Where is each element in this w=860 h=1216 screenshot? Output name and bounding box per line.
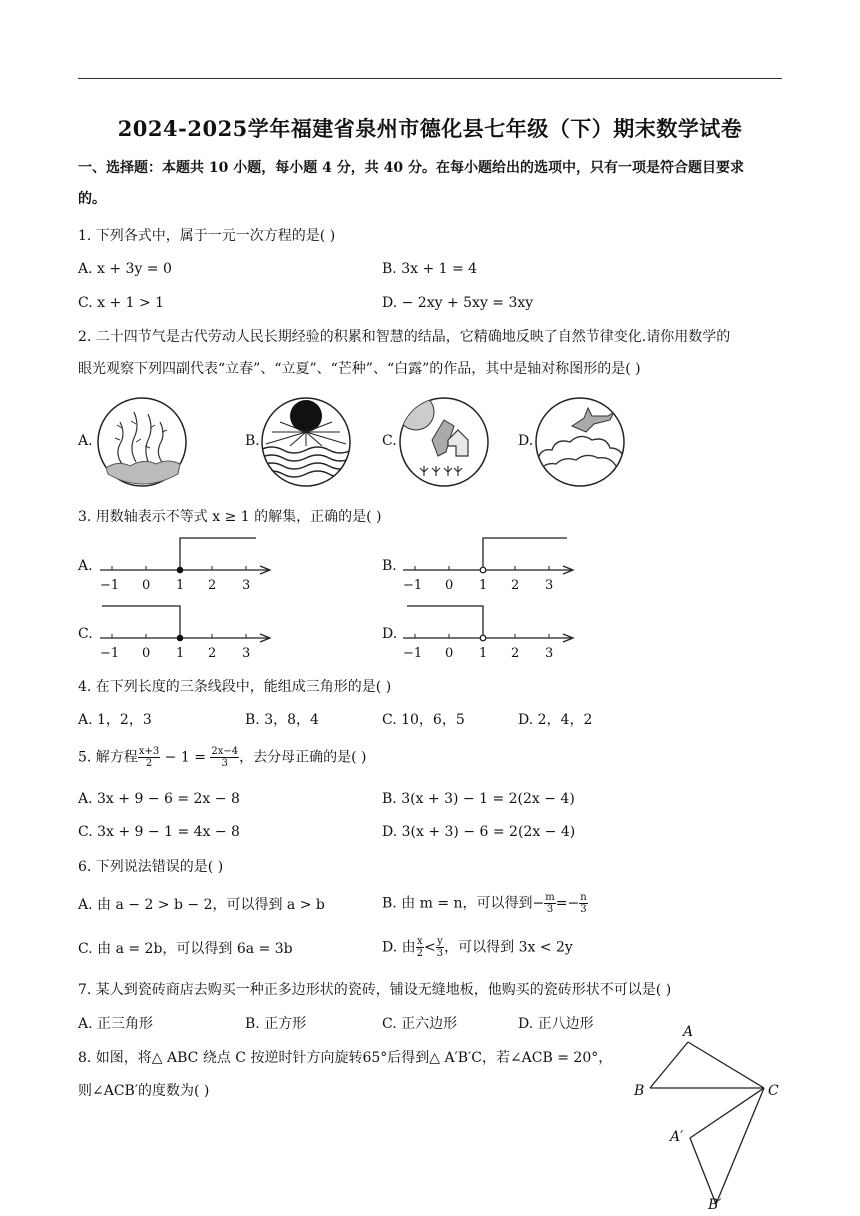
tick-b-2: 0: [445, 578, 454, 593]
q7-option-b[interactable]: B. 正方形: [245, 1016, 307, 1032]
tick-a-1: −1: [100, 578, 120, 593]
q6-d-frac2-num: y: [437, 936, 443, 947]
q6-option-c[interactable]: C. 由 a = 2b，可以得到 6a = 3b: [78, 941, 293, 957]
q2-option-d[interactable]: D.: [518, 433, 534, 449]
q6-d-mid: <: [424, 939, 436, 956]
page-title: 2024-2025学年福建省泉州市德化县七年级（下）期末数学试卷: [117, 116, 743, 141]
q2-stem: 2. 二十四节气是古代劳动人民长期经验的积累和智慧的结晶，它精确地反映了自然节律变化.请你用数学的: [78, 329, 731, 345]
q6-b-frac2-den: 3: [580, 904, 587, 915]
q6-option-d[interactable]: [382, 936, 573, 959]
tick-d-2: 0: [445, 646, 454, 661]
bailu-figure: [534, 396, 626, 488]
tick-d-4: 2: [511, 646, 520, 661]
q7-option-c[interactable]: C. 正六边形: [382, 1016, 458, 1032]
q6-d-frac1-num: x: [417, 936, 423, 947]
numberline-a: [96, 534, 276, 578]
q6-b-fraction-m: [544, 892, 555, 915]
q2-stem-cont: 眼光观察下列四副代表“立春”、“立夏”、“芒种”、“白露”的作品，其中是轴对称图形的是( ): [78, 361, 641, 377]
q6-b-fraction-n: [579, 892, 587, 915]
tick-c-2: 0: [142, 646, 151, 661]
q4-stem: 4. 在下列长度的三条线段中，能组成三角形的是( ): [78, 679, 392, 695]
point-a-label: A: [683, 1024, 694, 1040]
tick-a-5: 3: [242, 578, 251, 593]
q5-frac1-den: 2: [145, 758, 153, 769]
q3-option-b[interactable]: B.: [382, 558, 397, 574]
lixia-figure: [260, 396, 352, 488]
q6-d-suffix: ，可以得到 3x < 2y: [444, 939, 573, 956]
q4-option-c[interactable]: C. 10，6，5: [382, 712, 465, 728]
tick-a-3: 1: [176, 578, 185, 593]
q1-option-c[interactable]: C. x + 1 > 1: [78, 295, 165, 311]
q5-option-b[interactable]: B. 3(x + 3) − 1 = 2(2x − 4): [382, 791, 575, 807]
tick-d-3: 1: [479, 646, 488, 661]
q4-option-b[interactable]: B. 3，8，4: [245, 712, 319, 728]
q3-option-d[interactable]: D.: [382, 626, 398, 642]
tick-b-5: 3: [545, 578, 554, 593]
q4-option-a[interactable]: A. 1，2，3: [78, 712, 152, 728]
q6-d-fraction-y: [436, 936, 444, 959]
lichun-figure: [96, 396, 188, 488]
q5-option-a[interactable]: A. 3x + 9 − 6 = 2x − 8: [78, 791, 240, 807]
q8-stem: 8. 如图，将△ ABC 绕点 C 按逆时针方向旋转65°后得到△ A′B′C，若∠ACB = 20°，: [78, 1050, 613, 1066]
tick-a-2: 0: [142, 578, 151, 593]
q5-frac1-num: x+3: [138, 746, 160, 757]
section-heading-cont: 的。: [78, 191, 106, 207]
q5-fraction-right: [210, 746, 239, 769]
q5-stem-mid: − 1 =: [160, 749, 211, 766]
q6-stem: 6. 下列说法错误的是( ): [78, 859, 224, 875]
tick-c-5: 3: [242, 646, 251, 661]
q6-option-b[interactable]: [382, 892, 588, 915]
q6-b-frac1-num: m: [545, 892, 555, 903]
q1-option-b[interactable]: B. 3x + 1 = 4: [382, 261, 478, 277]
mangzhong-figure: [398, 396, 490, 488]
q1-stem: 1. 下列各式中，属于一元一次方程的是( ): [78, 228, 336, 244]
q5-stem-prefix: 5. 解方程: [78, 749, 138, 766]
tick-a-4: 2: [208, 578, 217, 593]
tick-d-1: −1: [403, 646, 423, 661]
tick-c-1: −1: [100, 646, 120, 661]
q6-option-a[interactable]: A. 由 a − 2 > b − 2，可以得到 a > b: [78, 897, 325, 913]
q5-stem: [78, 746, 367, 769]
q6-d-prefix: D. 由: [382, 939, 416, 956]
q5-fraction-left: [138, 746, 160, 769]
q5-stem-suffix: ，去分母正确的是( ): [239, 749, 367, 766]
q1-option-d[interactable]: D. − 2xy + 5xy = 3xy: [382, 295, 534, 311]
q6-d-frac1-den: 2: [416, 948, 424, 959]
q3-stem: 3. 用数轴表示不等式 x ≥ 1 的解集，正确的是( ): [78, 509, 382, 525]
point-b-label: B: [634, 1083, 645, 1099]
q5-option-d[interactable]: D. 3(x + 3) − 6 = 2(2x − 4): [382, 824, 576, 840]
tick-b-3: 1: [479, 578, 488, 593]
q5-option-c[interactable]: C. 3x + 9 − 1 = 4x − 8: [78, 824, 240, 840]
q6-d-fraction-x: [416, 936, 424, 959]
q4-option-d[interactable]: D. 2，4，2: [518, 712, 593, 728]
numberline-d: [399, 602, 579, 646]
rotation-figure: [628, 1022, 788, 1216]
tick-c-3: 1: [176, 646, 185, 661]
q2-option-c[interactable]: C.: [382, 433, 397, 449]
tick-d-5: 3: [545, 646, 554, 661]
tick-c-4: 2: [208, 646, 217, 661]
q5-frac2-den: 3: [221, 758, 228, 769]
q2-option-a[interactable]: A.: [78, 433, 93, 449]
q7-stem: 7. 某人到瓷砖商店去购买一种正多边形状的瓷砖，铺设无缝地板，他购买的瓷砖形状不可以是( ): [78, 982, 672, 998]
header-rule: [78, 78, 782, 79]
q6-b-frac1-den: 3: [546, 904, 554, 915]
point-c-label: C: [768, 1083, 779, 1099]
point-b-prime-label: B′: [708, 1197, 722, 1213]
q3-option-a[interactable]: A.: [78, 558, 93, 574]
q6-d-frac2-den: 3: [436, 948, 444, 959]
q2-option-b[interactable]: B.: [245, 433, 260, 449]
q7-option-a[interactable]: A. 正三角形: [78, 1016, 154, 1032]
q8-stem-cont: 则∠ACB′的度数为( ): [78, 1083, 210, 1099]
tick-b-1: −1: [403, 578, 423, 593]
tick-b-4: 2: [511, 578, 520, 593]
q6-b-frac2-num: n: [580, 892, 587, 903]
q1-option-a[interactable]: A. x + 3y = 0: [78, 261, 172, 277]
q6-b-mid: =−: [555, 895, 580, 912]
section-heading: 一、选择题：本题共 10 小题，每小题 4 分，共 40 分。在每小题给出的选项中，只有一项是符合题目要求: [78, 160, 744, 176]
numberline-b: [399, 534, 579, 578]
q3-option-c[interactable]: C.: [78, 626, 93, 642]
q6-b-prefix: B. 由 m = n，可以得到−: [382, 895, 545, 912]
q5-frac2-num: 2x−4: [211, 746, 239, 757]
numberline-c: [96, 602, 276, 646]
point-a-prime-label: A′: [670, 1129, 684, 1145]
q7-option-d[interactable]: D. 正八边形: [518, 1016, 594, 1032]
